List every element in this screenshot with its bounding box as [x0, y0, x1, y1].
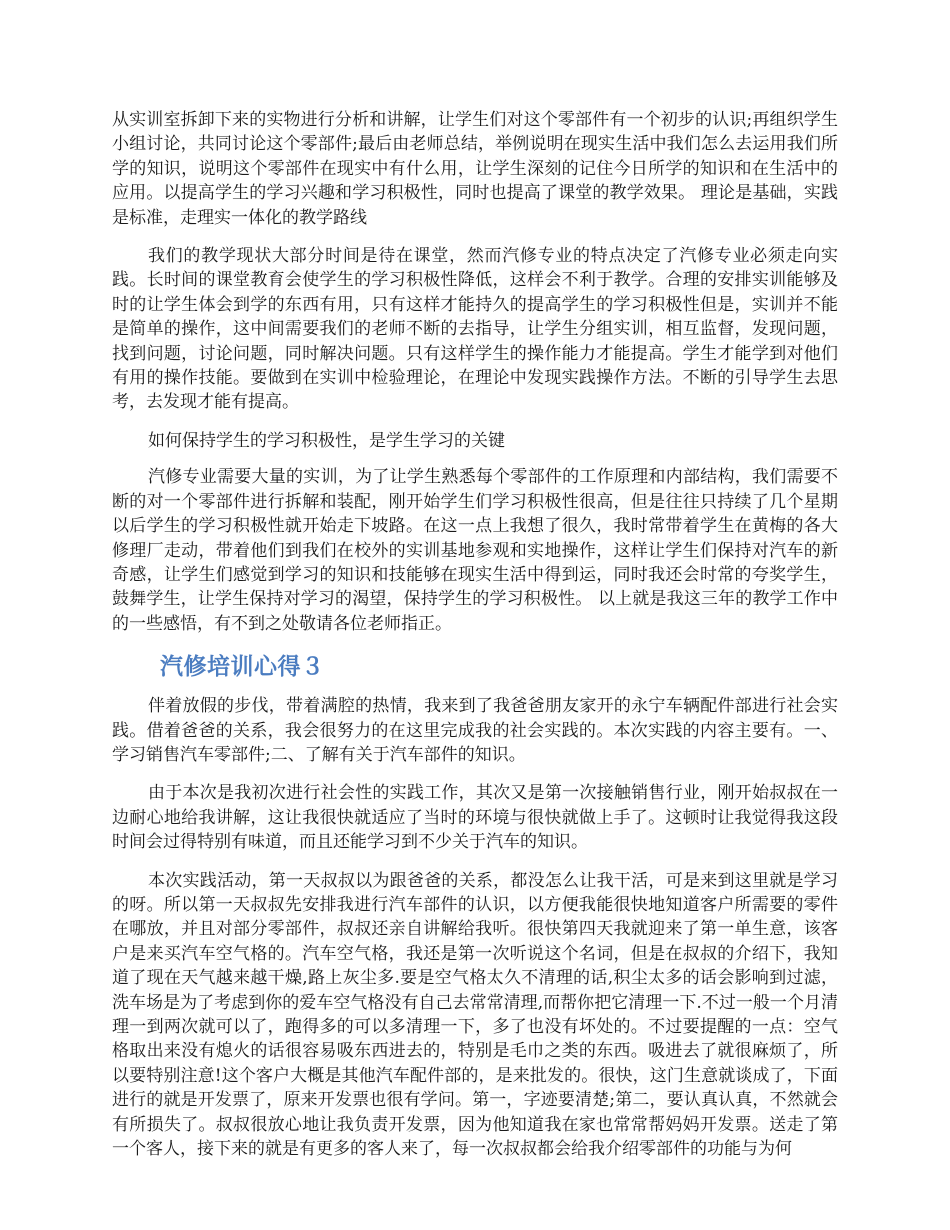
paragraph-practice-activity: 本次实践活动，第一天叔叔以为跟爸爸的关系，都没怎么让我干活，可是来到这里就是学习的呀。所以第一天叔叔先安排我进行汽车部件的认识，以方便我能很快地知道客户所需要的零件在哪放，并且对部分零部件，叔叔还亲自讲解给我听。很快第四天我就迎来了第一单生意，该客户是来买汽车空气格的。汽车空气格，我还是第一次听说这个名词，但是在叔叔的介绍下，我知道了现在天气越来越干燥,路上灰尘多.要是空气格太久不清理的话,积尘太多的话会影响到过滤，洗车场是为了考虑到你的爱车空气格没有自己去常常清理,而帮你把它清理一下.不过一般一个月清理一到两次就可以了，跑得多的可以多清理一下，多了也没有坏处的。不过要提醒的一点：空气格取出来没有熄火的话很容易吸东西进去的，特别是毛巾之类的东西。吸进去了就很麻烦了，所以要特别注意!这个客户大概是其他汽车配件部的，是来批发的。很快，这门生意就谈成了，下面进行的就是开发票了，原来开发票也很有学问。第一，字迹要清楚;第二，要认真认真，不然就会有所损失了。叔叔很放心地让我负责开发票，因为他知道我在家也常常帮妈妈开发票。送走了第一个客人，接下来的就是有更多的客人来了，每一次叔叔都会给我介绍零部件的功能与为何 — [112, 870, 838, 1160]
paragraph-intro-practice: 伴着放假的步伐，带着满腔的热情，我来到了我爸爸朋友家开的永宁车辆配件部进行社会实践。借着爸爸的关系，我会很努力的在这里完成我的社会实践的。本次实践的内容主要有。一、学习销售汽车零部件;二、了解有关于汽车部件的知识。 — [112, 696, 838, 765]
paragraph-continuation: 从实训室拆卸下来的实物进行分析和讲解，让学生们对这个零部件有一个初步的认识;再组织学生小组讨论，共同讨论这个零部件;最后由老师总结，举例说明在现实生活中我们怎么去运用我们所学的知识，说明这个零部件在现实中有什么用，让学生深刻的记住今日所学的知识和在生活中的应用。以提高学生的学习兴趣和学习积极性，同时也提高了课堂的教学效果。 理论是基础，实践是标准，走理实一体化的教学路线 — [112, 110, 838, 228]
paragraph-subheading-motivation: 如何保持学生的学习积极性，是学生学习的关键 — [148, 430, 505, 451]
paragraph-first-experience: 由于本次是我初次进行社会性的实践工作，其次又是第一次接触销售行业，刚开始叔叔在一边耐心地给我讲解，这让我很快就适应了当时的环境与很快就做上手了。这顿时让我觉得我这段时间会过得特别有味道，而且还能学习到不少关于汽车的知识。 — [112, 783, 838, 853]
section-heading: 汽修培训心得３ — [160, 654, 325, 681]
paragraph-practical-training: 汽修专业需要大量的实训，为了让学生熟悉每个零部件的工作原理和内部结构，我们需要不断的对一个零部件进行拆解和装配，刚开始学生们学习积极性很高，但是往往只持续了几个星期以后学生的学习积极性就开始走下坡路。在这一点上我想了很久，我时常带着学生在黄梅的各大修理厂走动，带着他们到我们在校外的实训基地参观和实地操作，这样让学生们保持对汽车的新奇感，让学生们感觉到学习的知识和技能够在现实生活中得到运，同时我还会时常的夸奖学生，鼓舞学生，让学生保持对学习的渴望，保持学生的学习积极性。 以上就是我这三年的教学工作中的一些感悟，有不到之处敬请各位老师指正。 — [112, 467, 838, 634]
paragraph-teaching-status: 我们的教学现状大部分时间是待在课堂，然而汽修专业的特点决定了汽修专业必须走向实践。长时间的课堂教育会使学生的学习积极性降低，这样会不利于教学。合理的安排实训能够及时的让学生体会到学的东西有用，只有这样才能持久的提高学生的学习积极性但是，实训并不能是简单的操作，这中间需要我们的老师不断的去指导，让学生分组实训，相互监督，发现问题，找到问题，讨论问题，同时解决问题。只有这样学生的操作能力才能提高。学生才能学到对他们有用的操作技能。要做到在实训中检验理论，在理论中发现实践操作方法。不断的引导学生去思考，去发现才能有提高。 — [112, 246, 838, 413]
document-page — [112, 108, 838, 1175]
